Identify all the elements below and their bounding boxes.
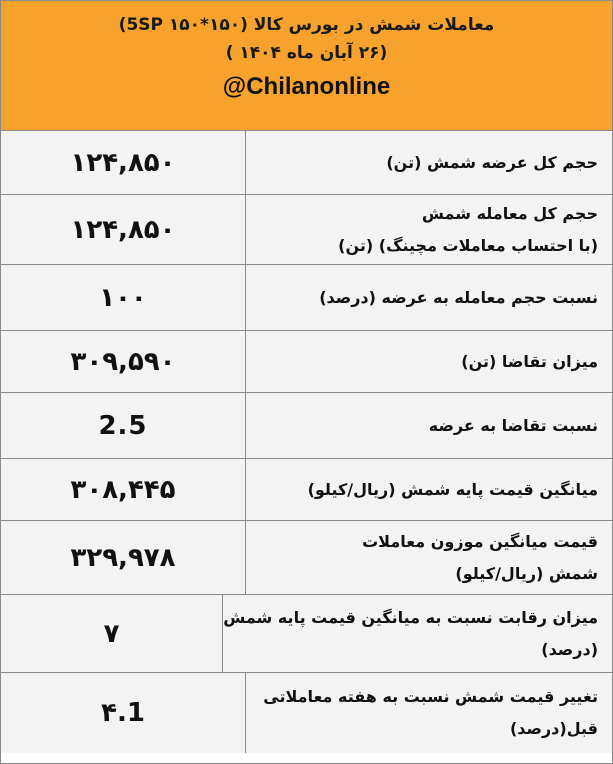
row-label-line: میزان رقابت نسبت به میانگین قیمت پایه شمش <box>223 607 598 627</box>
row-label-line: شمش (ریال/کیلو) <box>455 563 598 583</box>
row-label <box>223 595 612 672</box>
row-label-line: نسبت تقاضا به عرضه <box>428 415 598 435</box>
row-value: ۱۲۴,۸۵۰ <box>1 131 246 194</box>
table-row <box>1 331 612 393</box>
row-value: 2.5 <box>1 393 246 458</box>
table-row <box>1 131 612 195</box>
row-value: ۱۲۴,۸۵۰ <box>1 195 246 264</box>
row-label <box>246 331 612 392</box>
row-label <box>246 521 612 594</box>
table-row <box>1 673 612 753</box>
row-label-line: (درصد) <box>541 639 598 659</box>
row-label-line: تغییر قیمت شمش نسبت به هفته معاملاتی <box>263 687 598 706</box>
row-value: ۴.1 <box>1 673 246 753</box>
row-value: ۳۲۹,۹۷۸ <box>1 521 246 594</box>
table-row <box>1 459 612 521</box>
table-row <box>1 521 612 595</box>
row-label-line: حجم کل عرضه شمش (تن) <box>386 152 598 172</box>
row-label <box>246 673 612 753</box>
row-label-line: قیمت میانگین موزون معاملات <box>362 531 598 551</box>
table-row <box>1 195 612 265</box>
row-label <box>246 393 612 458</box>
row-value: ۳۰۹,۵۹۰ <box>1 331 246 392</box>
row-value: ۱۰۰ <box>1 265 246 330</box>
row-label-line: (با احتساب معاملات مچینگ) (تن) <box>338 235 598 255</box>
row-label-line: نسبت حجم معامله به عرضه (درصد) <box>319 287 598 307</box>
table-row <box>1 265 612 331</box>
row-value: ۷ <box>1 595 223 672</box>
row-label <box>246 265 612 330</box>
row-label <box>246 459 612 520</box>
header-title: معاملات شمش در بورس کالا (۱۵۰*۱۵۰ 5SP) <box>118 15 495 35</box>
row-label-line: قبل(درصد) <box>509 719 598 738</box>
row-label-line: میزان تقاضا (تن) <box>461 351 598 371</box>
row-label-line: حجم کل معامله شمش <box>421 203 598 223</box>
row-label <box>246 195 612 264</box>
header-date: (۲۶ آبان ماه ۱۴۰۴ ) <box>225 43 388 63</box>
row-label-line: میانگین قیمت پایه شمش (ریال/کیلو) <box>307 479 598 499</box>
table-header <box>1 1 612 131</box>
channel-handle: @Chilanonline <box>222 73 391 100</box>
table-row <box>1 393 612 459</box>
table-row <box>1 595 612 673</box>
row-label <box>246 131 612 194</box>
row-value: ۳۰۸,۴۴۵ <box>1 459 246 520</box>
